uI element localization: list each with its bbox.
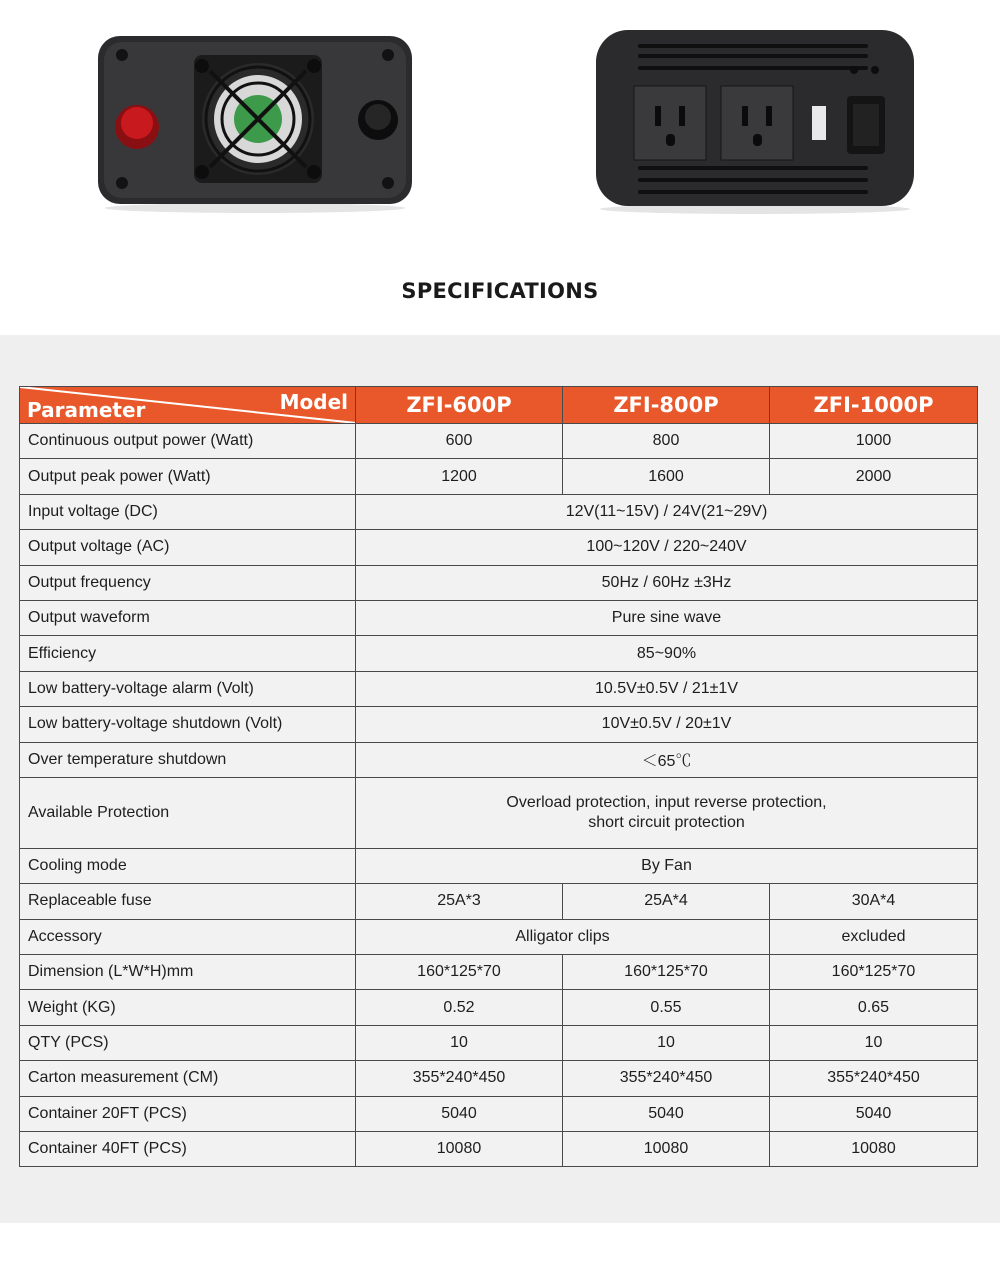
- value-cell: 355*240*450: [563, 1061, 770, 1096]
- value-cell: 100~120V / 220~240V: [356, 530, 978, 565]
- value-cell: 10V±0.5V / 20±1V: [356, 707, 978, 742]
- parameter-name-cell: Cooling mode: [20, 848, 356, 883]
- value-text: [506, 793, 826, 833]
- table-row: [20, 955, 978, 990]
- table-row: [20, 636, 978, 671]
- inverter-front-image: [95, 30, 415, 215]
- value-cell: 355*240*450: [356, 1061, 563, 1096]
- parameter-label: Parameter: [27, 398, 146, 422]
- value-cell: 160*125*70: [356, 955, 563, 990]
- value-cell: 0.55: [563, 990, 770, 1025]
- value-cell: 10080: [770, 1132, 978, 1167]
- table-row: [20, 777, 978, 848]
- parameter-name-cell: Available Protection: [20, 777, 356, 848]
- value-cell: 10080: [563, 1132, 770, 1167]
- value-cell: 85~90%: [356, 636, 978, 671]
- parameter-name-cell: Accessory: [20, 919, 356, 954]
- model-header: ZFI-800P: [563, 387, 770, 424]
- parameter-name-cell: Container 20FT (PCS): [20, 1096, 356, 1131]
- table-row: [20, 459, 978, 494]
- table-row: [20, 919, 978, 954]
- table-row: [20, 707, 978, 742]
- value-cell: 0.65: [770, 990, 978, 1025]
- value-cell: By Fan: [356, 848, 978, 883]
- value-cell: 600: [356, 424, 563, 459]
- parameter-name-cell: Output frequency: [20, 565, 356, 600]
- parameter-name-cell: Replaceable fuse: [20, 884, 356, 919]
- value-cell: 800: [563, 424, 770, 459]
- value-cell: excluded: [770, 919, 978, 954]
- parameter-name-cell: Efficiency: [20, 636, 356, 671]
- value-cell: 160*125*70: [563, 955, 770, 990]
- value-cell: 25A*4: [563, 884, 770, 919]
- value-cell: Alligator clips: [356, 919, 770, 954]
- value-cell: 10.5V±0.5V / 21±1V: [356, 671, 978, 706]
- value-cell: 1000: [770, 424, 978, 459]
- value-cell: 12V(11~15V) / 24V(21~29V): [356, 494, 978, 529]
- value-cell: 160*125*70: [770, 955, 978, 990]
- parameter-name-cell: Container 40FT (PCS): [20, 1132, 356, 1167]
- value-cell: 10080: [356, 1132, 563, 1167]
- product-images-section: [0, 0, 1000, 335]
- table-row: [20, 1061, 978, 1096]
- value-cell: ＜65℃: [356, 742, 978, 777]
- parameter-name-cell: Carton measurement (CM): [20, 1061, 356, 1096]
- table-row: [20, 494, 978, 529]
- header-corner-cell: [20, 387, 356, 424]
- value-cell: 2000: [770, 459, 978, 494]
- parameter-name-cell: Low battery-voltage shutdown (Volt): [20, 707, 356, 742]
- table-row: [20, 671, 978, 706]
- value-line: Overload protection, input reverse protection,: [506, 793, 827, 811]
- table-row: [20, 530, 978, 565]
- value-cell: 5040: [356, 1096, 563, 1131]
- value-line: short circuit protection: [588, 813, 745, 831]
- table-row: [20, 1096, 978, 1131]
- parameter-name-cell: QTY (PCS): [20, 1025, 356, 1060]
- table-header-row: [20, 387, 978, 424]
- value-cell: 10: [770, 1025, 978, 1060]
- value-cell: 1600: [563, 459, 770, 494]
- value-cell: [356, 777, 978, 848]
- parameter-name-cell: Output waveform: [20, 600, 356, 635]
- value-cell: Pure sine wave: [356, 600, 978, 635]
- value-cell: 50Hz / 60Hz ±3Hz: [356, 565, 978, 600]
- parameter-name-cell: Continuous output power (Watt): [20, 424, 356, 459]
- model-header: ZFI-1000P: [770, 387, 978, 424]
- table-row: [20, 1025, 978, 1060]
- table-row: [20, 848, 978, 883]
- value-cell: 5040: [770, 1096, 978, 1131]
- value-cell: 25A*3: [356, 884, 563, 919]
- parameter-name-cell: Output voltage (AC): [20, 530, 356, 565]
- table-row: [20, 1132, 978, 1167]
- inverter-back-image: [590, 26, 920, 216]
- specifications-table: [19, 386, 978, 1167]
- specifications-heading: SPECIFICATIONS: [401, 279, 599, 303]
- value-cell: 10: [356, 1025, 563, 1060]
- table-row: [20, 424, 978, 459]
- value-cell: 0.52: [356, 990, 563, 1025]
- model-header: ZFI-600P: [356, 387, 563, 424]
- model-label: Model: [279, 390, 348, 414]
- parameter-name-cell: Input voltage (DC): [20, 494, 356, 529]
- value-cell: 355*240*450: [770, 1061, 978, 1096]
- value-cell: 1200: [356, 459, 563, 494]
- table-row: [20, 600, 978, 635]
- table-row: [20, 990, 978, 1025]
- parameter-name-cell: Weight (KG): [20, 990, 356, 1025]
- table-row: [20, 742, 978, 777]
- parameter-name-cell: Over temperature shutdown: [20, 742, 356, 777]
- table-row: [20, 884, 978, 919]
- value-cell: 30A*4: [770, 884, 978, 919]
- value-cell: 5040: [563, 1096, 770, 1131]
- value-cell: 10: [563, 1025, 770, 1060]
- parameter-name-cell: Low battery-voltage alarm (Volt): [20, 671, 356, 706]
- parameter-name-cell: Output peak power (Watt): [20, 459, 356, 494]
- parameter-name-cell: Dimension (L*W*H)mm: [20, 955, 356, 990]
- table-row: [20, 565, 978, 600]
